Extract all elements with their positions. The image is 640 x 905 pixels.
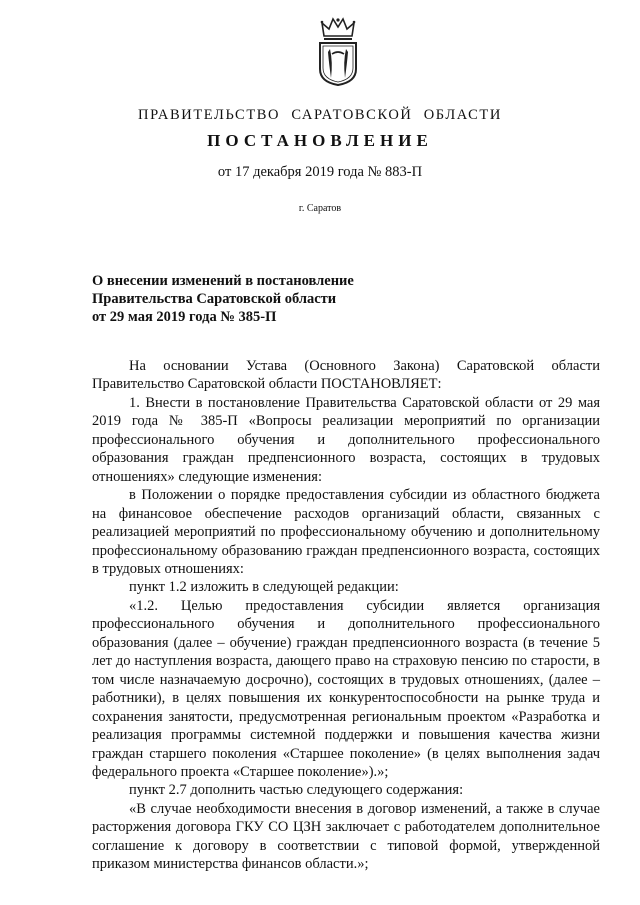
subject-heading bbox=[92, 272, 354, 326]
paragraph: 1. Внести в постановление Правительства Саратовской области от 29 мая 2019 года № 385-П «Вопросы реализации мероприятий по организации профессионального обучения и дополнительного профессионального образования граждан предпенсионного возраста, состоящих в трудовых отношениях» следующие изменения: bbox=[92, 394, 600, 485]
paragraph: «1.2. Целью предоставления субсидии является организация профессионального обучения и дополнительного профессионального образования (далее – обучение) граждан предпенсионного возраста (в течение 5 лет до наступления возраста, дающего право на страховую пенсию по старости, в том числе назначаемую досрочно), состоящих в трудовых отношениях, (далее – работники), в целях повышения их конкурентоспособности на рынке труда и сохранения занятости, предусмотренная региональным проектом «Разработка и реализация программы системной поддержки и повышения качества жизни граждан старшего поколения «Старшее поколение» (в целях выполнения задач федерального проекта «Старшее поколение»).»; bbox=[92, 597, 600, 780]
subject-line: О внесении изменений в постановление bbox=[92, 273, 354, 289]
document-type-title: ПОСТАНОВЛЕНИЕ bbox=[207, 131, 433, 150]
paragraph: в Положении о порядке предоставления субсидии из областного бюджета на финансовое обеспечение расходов организаций области, связанных с реализацией мероприятий по профессиональному обучению и дополнительному профессиональному образованию граждан предпенсионного возраста, состоящих в трудовых отношениях: bbox=[92, 487, 600, 577]
paragraph: пункт 2.7 дополнить частью следующего содержания: bbox=[129, 782, 464, 799]
government-title: ПРАВИТЕЛЬСТВО САРАТОВСКОЙ ОБЛАСТИ bbox=[138, 107, 502, 123]
saratov-coat-of-arms-icon bbox=[316, 14, 360, 86]
date-number-line: от 17 декабря 2019 года № 883-П bbox=[217, 164, 423, 180]
subject-line: Правительства Саратовской области bbox=[92, 291, 337, 307]
document-body bbox=[92, 357, 600, 874]
paragraph: пункт 1.2 изложить в следующей редакции: bbox=[129, 579, 399, 596]
subject-line: от 29 мая 2019 года № 385-П bbox=[92, 309, 277, 325]
paragraph: На основании Устава (Основного Закона) Саратовской области Правительство Саратовской области ПОСТАНОВЛЯЕТ: bbox=[92, 358, 600, 393]
paragraph: «В случае необходимости внесения в договор изменений, а также в случае расторжения договора ГКУ СО ЦЗН заключает с работодателем дополнительное соглашение к договору в соответствии с типовой формой, утвержденной приказом министерства финансов области.»; bbox=[92, 800, 600, 873]
city-line: г. Саратов bbox=[298, 203, 342, 214]
